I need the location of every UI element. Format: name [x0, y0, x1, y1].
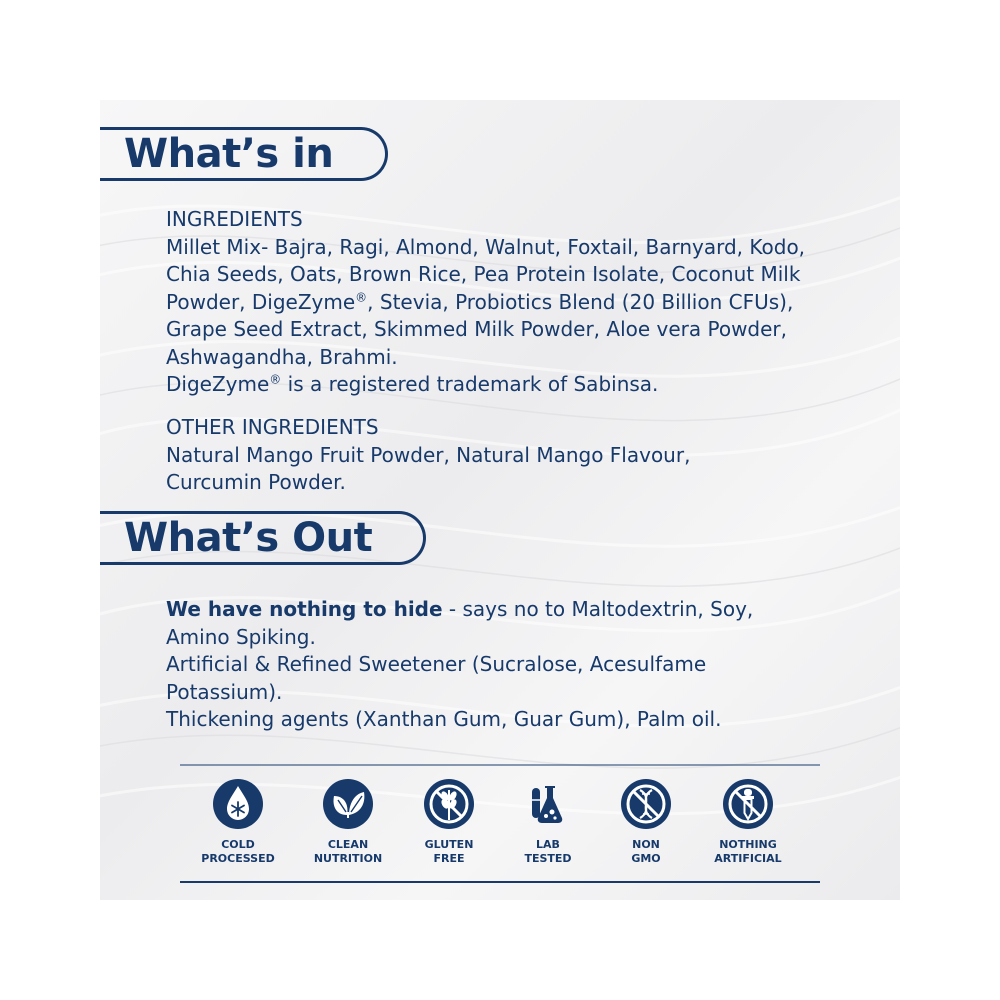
whats-out-lead-bold: We have nothing to hide — [166, 597, 443, 621]
badge-label-line: ARTIFICIAL — [714, 852, 782, 865]
badge-label — [188, 838, 288, 866]
badge-cold-processed — [188, 778, 288, 866]
badge-lab-tested — [498, 778, 598, 866]
whats-out-lead-rest: - says no to Maltodextrin, Soy, — [442, 597, 754, 621]
badge-label-line: NOTHING — [719, 838, 777, 851]
badge-label — [698, 838, 798, 866]
badge-label-line: GMO — [631, 852, 661, 865]
ingredients-line — [166, 289, 886, 317]
ingredients-line: Millet Mix- Bajra, Ragi, Almond, Walnut, Foxtail, Barnyard, Kodo, — [166, 234, 806, 259]
whats-out-title: What’s Out — [124, 515, 373, 561]
ingredients-line: Ashwagandha, Brahmi. — [166, 344, 398, 369]
snowflake-drop-icon — [212, 778, 264, 830]
whats-in-heading — [100, 127, 388, 181]
whats-out-line: Potassium). — [166, 679, 283, 704]
badge-label-line: CLEAN — [327, 838, 369, 851]
other-ingredients-block — [166, 414, 886, 497]
badge-label-line: LAB — [536, 838, 560, 851]
badge-label-line: GLUTEN — [424, 838, 474, 851]
other-ingredients-title: OTHER INGREDIENTS — [166, 415, 379, 439]
badge-label-line: COLD — [221, 838, 255, 851]
badges-top-divider — [180, 764, 820, 766]
badge-label-line: NUTRITION — [313, 852, 383, 865]
badge-label-line: TESTED — [524, 852, 572, 865]
badge-gluten-free — [399, 778, 499, 866]
ingredients-line: Chia Seeds, Oats, Brown Rice, Pea Protein Isolate, Coconut Milk — [166, 262, 801, 286]
badge-non-gmo — [596, 778, 696, 866]
whats-out-lead — [166, 596, 886, 624]
trademark-text: is a registered trademark of Sabinsa. — [281, 372, 659, 396]
trademark-note — [166, 371, 886, 399]
badge-label — [596, 838, 696, 866]
badge-label-line: NON — [632, 838, 660, 851]
other-ingredients-line: Curcumin Powder. — [166, 470, 346, 494]
crossed-wheat-icon — [423, 778, 475, 830]
badge-clean-nutrition — [298, 778, 398, 866]
ingredients-text: , Stevia, Probiotics Blend (20 Billion CFUs), — [367, 289, 794, 314]
ingredients-text: Powder, DigeZyme — [166, 289, 356, 314]
other-ingredients-line: Natural Mango Fruit Powder, Natural Mango Flavour, — [166, 442, 691, 467]
trademark-text: DigeZyme — [166, 372, 270, 396]
badge-label-line: FREE — [433, 852, 465, 865]
crossed-dna-icon — [620, 778, 672, 830]
leaves-icon — [322, 778, 374, 830]
whats-in-title: What’s in — [124, 131, 334, 177]
registered-mark: ® — [355, 289, 368, 304]
whats-out-line: Thickening agents (Xanthan Gum, Guar Gum), Palm oil. — [166, 707, 722, 731]
badge-label — [298, 838, 398, 866]
badge-label — [498, 838, 598, 866]
content-panel — [100, 100, 900, 900]
registered-mark: ® — [269, 372, 282, 387]
badge-label-line: PROCESSED — [201, 852, 275, 865]
ingredients-line: Grape Seed Extract, Skimmed Milk Powder, Aloe vera Powder, — [166, 317, 788, 341]
whats-out-line: Artificial & Refined Sweetener (Sucralose, Acesulfame — [166, 652, 707, 676]
whats-out-line: Amino Spiking. — [166, 624, 316, 649]
crossed-dropper-icon — [722, 778, 774, 830]
badges-bottom-divider — [180, 881, 820, 883]
badge-label — [399, 838, 499, 866]
ingredients-title: INGREDIENTS — [166, 207, 303, 231]
lab-flask-icon — [522, 778, 574, 830]
ingredients-block — [166, 206, 886, 399]
whats-out-heading — [100, 511, 426, 565]
whats-out-block — [166, 596, 886, 734]
badge-nothing-artificial — [698, 778, 798, 866]
